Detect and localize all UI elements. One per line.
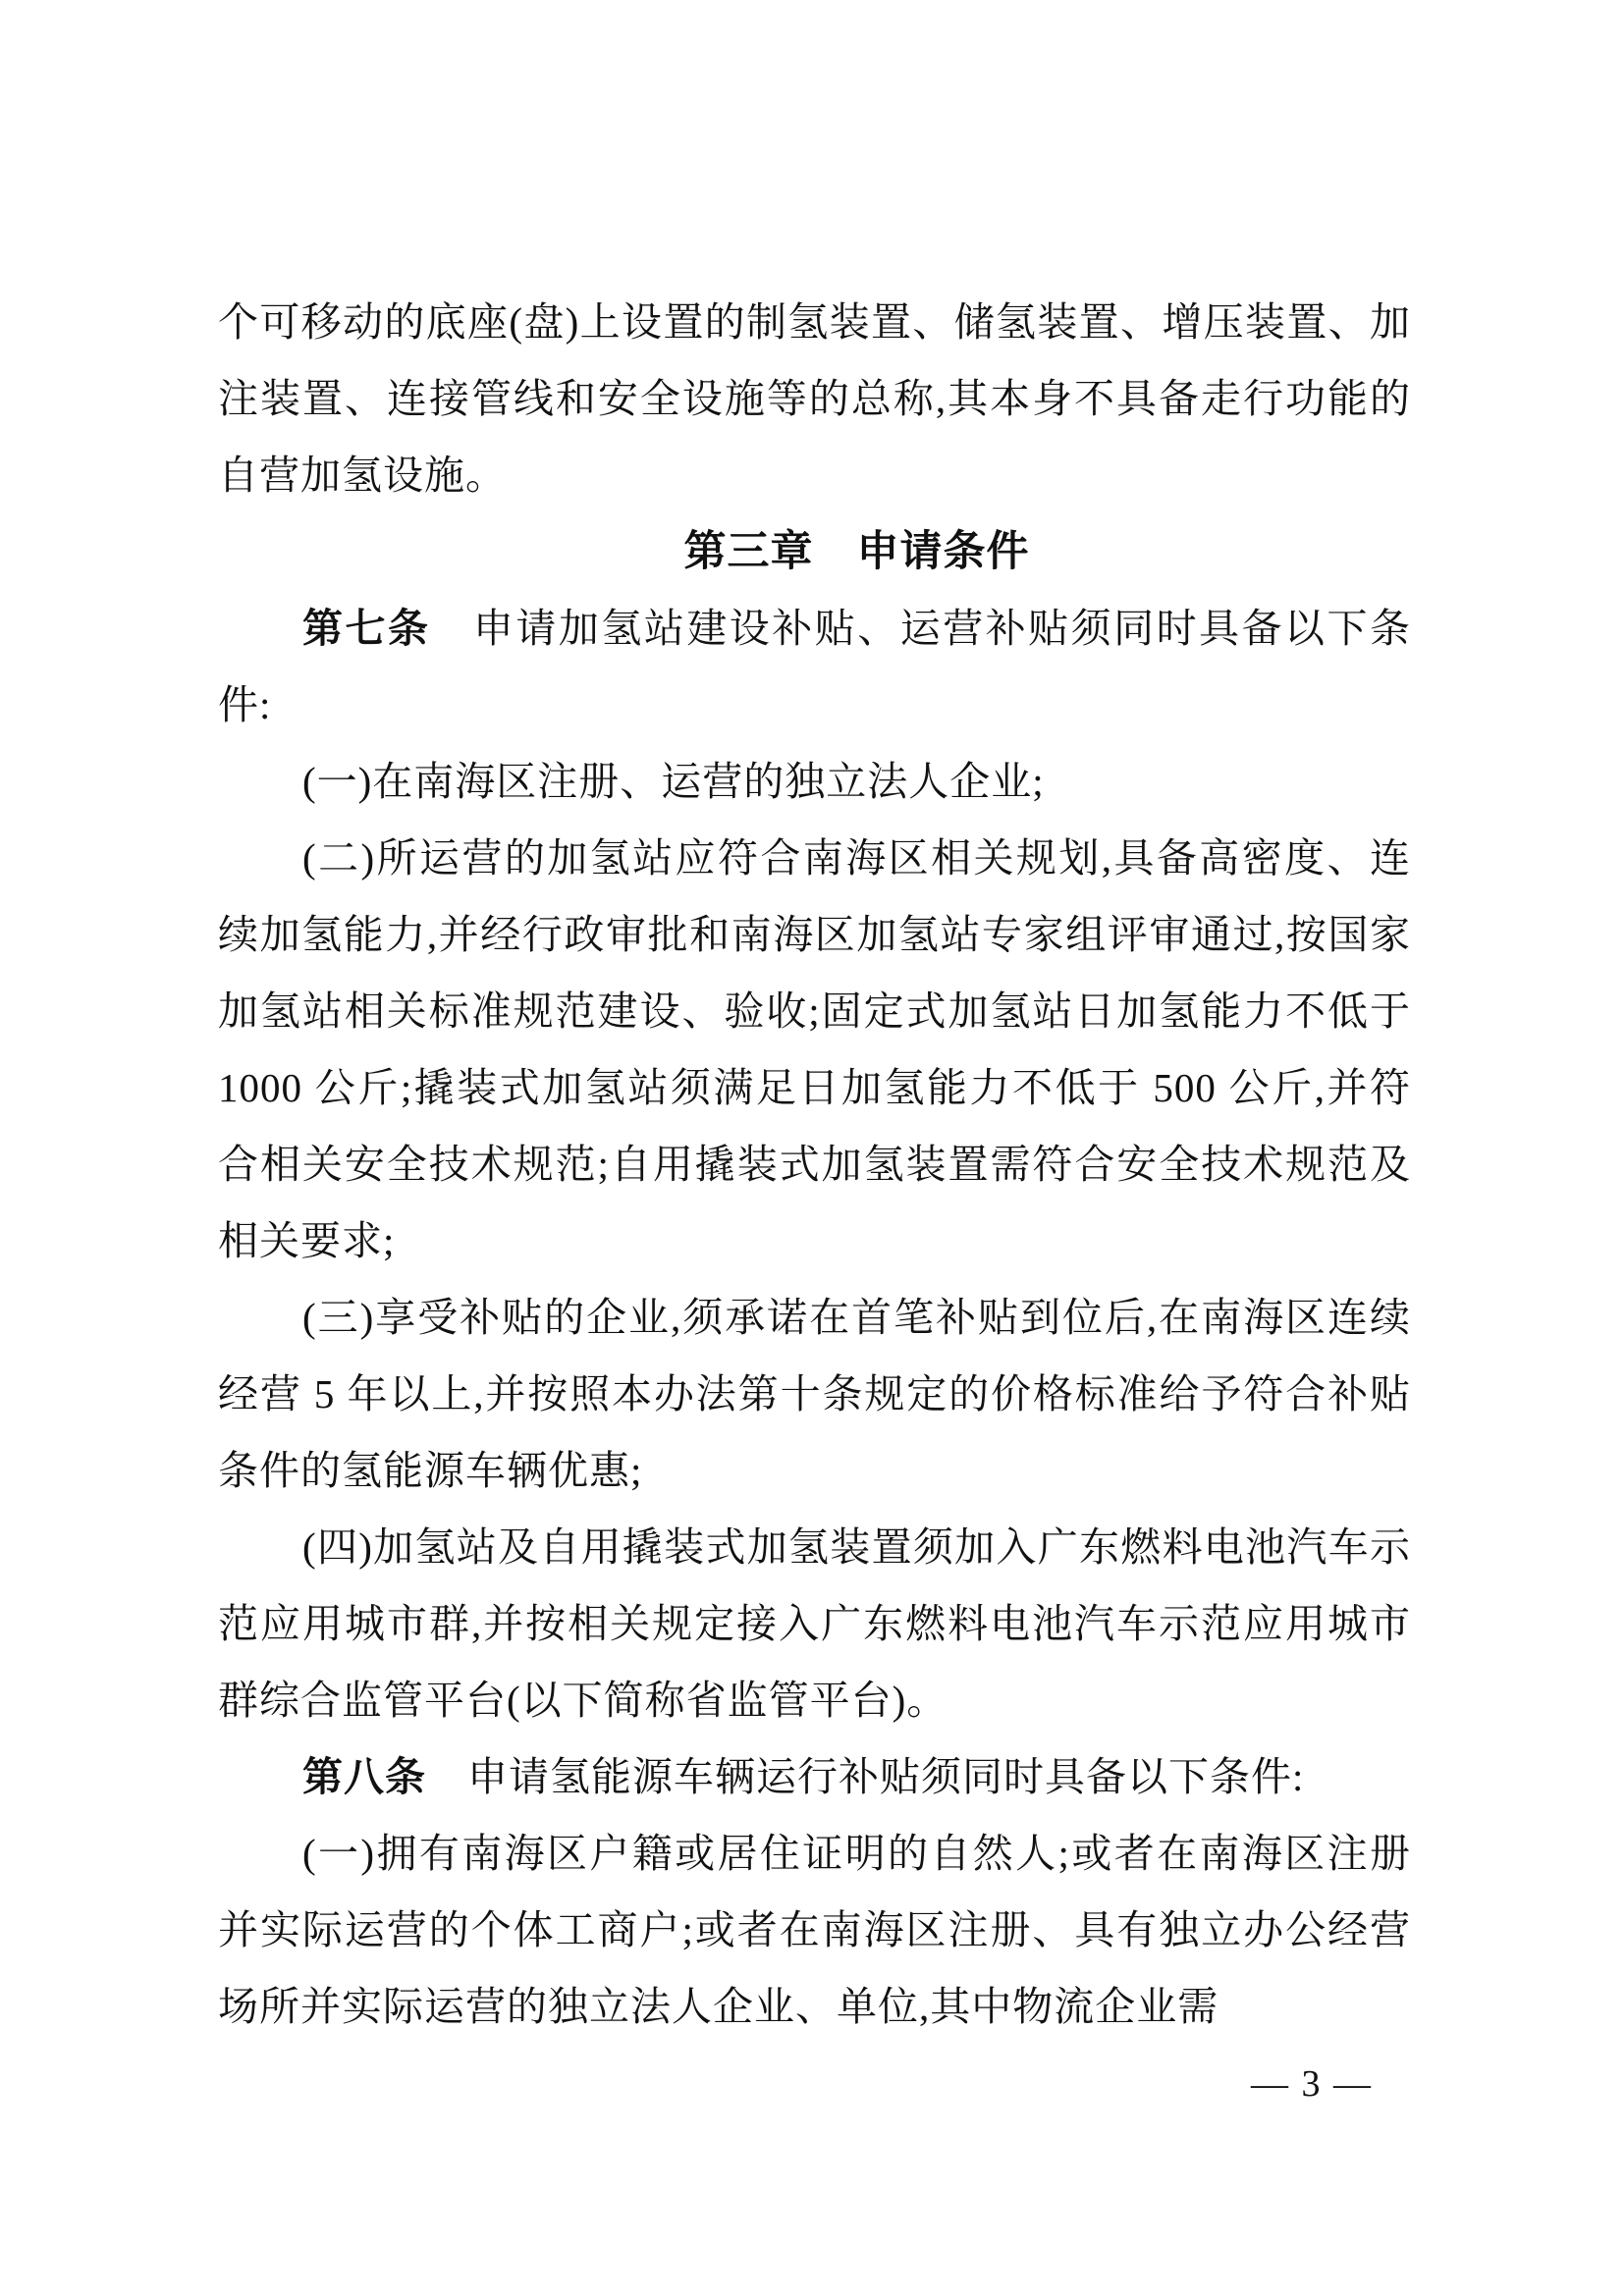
paragraph-article-8 <box>218 1738 1411 1815</box>
article-7-label: 第七条 <box>302 606 431 651</box>
chapter-heading: 第三章 申请条件 <box>683 528 1030 575</box>
paragraph-intro-continuation: 个可移动的底座(盘)上设置的制氢装置、储氢装置、增压装置、加注装置、连接管线和安全设施等的总称,其本身不具备走行功能的自营加氢设施。 <box>218 299 1411 498</box>
article-8-label: 第八条 <box>302 1754 426 1799</box>
paragraph-article-7-item-3: (三)享受补贴的企业,须承诺在首笔补贴到位后,在南海区连续经营 5 年以上,并按照本办法第十条规定的价格标准给予符合补贴条件的氢能源车辆优惠; <box>218 1295 1411 1493</box>
paragraph-article-7-item-1: (一)在南海区注册、运营的独立法人企业; <box>302 759 1045 804</box>
document-body <box>218 284 1411 2045</box>
paragraph-article-7-item-2: (二)所运营的加氢站应符合南海区相关规划,具备高密度、连续加氢能力,并经行政审批和南海区加氢站专家组评审通过,按国家加氢站相关标准规范建设、验收;固定式加氢站日加氢能力不低于 1000 公斤;撬装式加氢站须满足日加氢能力不低于 500 公斤,并符合相关安全技术规范;自用撬装式加氢装置需符合安全技术规范及相关要求; <box>218 835 1411 1263</box>
paragraph-article-8-item-1: (一)拥有南海区户籍或居住证明的自然人;或者在南海区注册并实际运营的个体工商户;或者在南海区注册、具有独立办公经营场所并实际运营的独立法人企业、单位,其中物流企业需 <box>218 1831 1411 2029</box>
paragraph-article-7 <box>218 590 1411 743</box>
article-7-text: 申请加氢站建设补贴、运营补贴须同时具备以下条件: <box>218 606 1412 727</box>
article-8-text: 申请氢能源车辆运行补贴须同时具备以下条件: <box>426 1754 1305 1799</box>
page-number: — 3 — <box>1251 2063 1373 2105</box>
paragraph-article-7-item-4: (四)加氢站及自用撬装式加氢装置须加入广东燃料电池汽车示范应用城市群,并按相关规定接入广东燃料电池汽车示范应用城市群综合监管平台(以下简称省监管平台)。 <box>218 1524 1411 1723</box>
